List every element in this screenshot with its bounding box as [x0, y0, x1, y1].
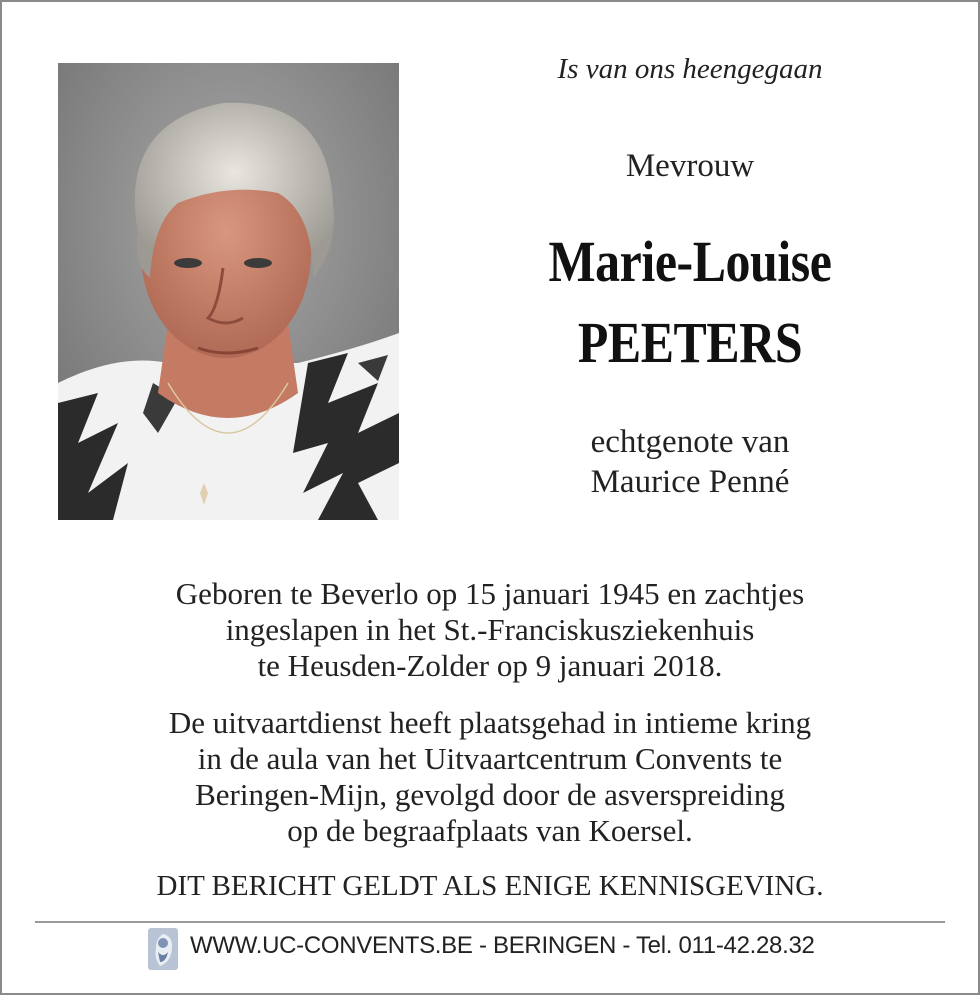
funeral-paragraph [40, 705, 940, 849]
last-name: PEETERS [577, 310, 803, 375]
birth-death-line: ingeslapen in het St.-Franciskusziekenhuis [225, 612, 755, 647]
first-name: Marie-Louise [548, 229, 832, 294]
intro-text: Is van ons heengegaan [557, 53, 823, 85]
spouse-name: Maurice Penné [590, 464, 790, 500]
portrait-photo [58, 63, 399, 520]
birth-death-line: te Heusden-Zolder op 9 januari 2018. [257, 648, 723, 683]
honorific: Mevrouw [625, 148, 755, 184]
divider [35, 921, 945, 923]
madonna-logo-icon [148, 928, 178, 970]
funeral-line: De uitvaartdienst heeft plaatsgehad in intieme kring [168, 705, 812, 740]
notice-text: DIT BERICHT GELDT ALS ENIGE KENNISGEVING. [156, 870, 824, 902]
funeral-line: in de aula van het Uitvaartcentrum Convents te [197, 741, 783, 776]
funeral-line: op de begraafplaats van Koersel. [287, 813, 693, 848]
portrait-illustration [58, 63, 399, 520]
footer-contact: WWW.UC-CONVENTS.BE - BERINGEN - Tel. 011-42.28.32 [190, 932, 815, 959]
funeral-line: Beringen-Mijn, gevolgd door de asverspreiding [195, 777, 785, 812]
spouse-label: echtgenote van [590, 424, 790, 460]
birth-death-paragraph [40, 576, 940, 684]
birth-death-line: Geboren te Beverlo op 15 januari 1945 en zachtjes [175, 576, 805, 611]
